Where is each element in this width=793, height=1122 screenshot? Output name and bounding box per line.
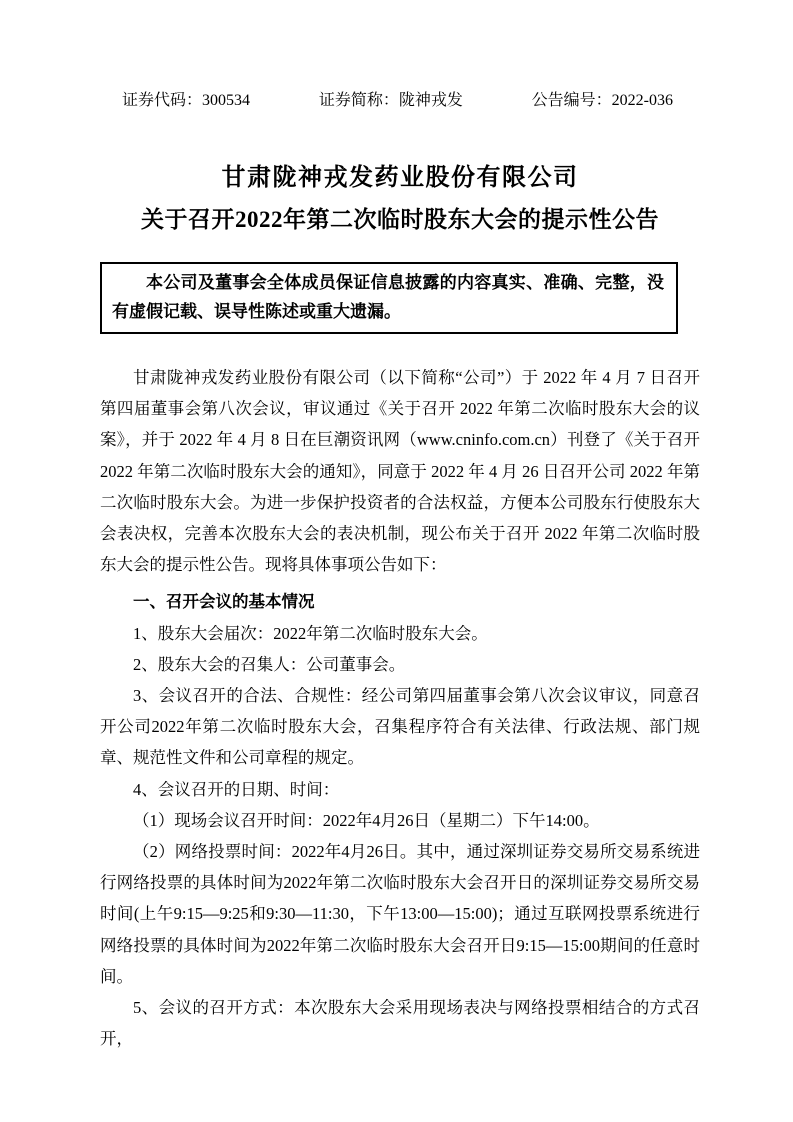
section-item-convener: 2、股东大会的召集人：公司董事会。 <box>133 654 406 674</box>
announcement-title: 关于召开2022年第二次临时股东大会的提示性公告 <box>141 207 659 232</box>
disclaimer-box <box>100 262 678 334</box>
document-body <box>100 362 700 1054</box>
section-item-legality: 3、会议召开的合法、合规性：经公司第四届董事会第八次会议审议，同意召开公司2022年第二次临时股东大会，召集程序符合有关法律、行政法规、部门规章、规范性文件和公司章程的规定。 <box>100 686 700 768</box>
stock-code: 证券代码：300534 <box>122 92 251 109</box>
section-item-onsite-time: （1）现场会议召开时间：2022年4月26日（星期二）下午14:00。 <box>133 810 600 830</box>
section-heading-basic-info: 一、召开会议的基本情况 <box>133 592 315 612</box>
section-item-online-voting-time: （2）网络投票时间：2022年4月26日。其中，通过深圳证券交易所交易系统进行网络投票的具体时间为2022年第二次临时股东大会召开日的深圳证券交易所交易时间(上午9:15—9:25和9:30—11:30，下午13:00—15:00)；通过互联网投票系统进行网络投票的具体时间为2022年第二次临时股东大会召开日9:15—15:00期间的任意时间。 <box>100 842 700 986</box>
announcement-number: 公告编号：2022-036 <box>531 92 673 109</box>
stock-short-name: 证券简称：陇神戎发 <box>318 92 463 109</box>
section-item-meeting-session: 1、股东大会届次：2022年第二次临时股东大会。 <box>133 623 488 643</box>
company-name-title: 甘肃陇神戎发药业股份有限公司 <box>221 165 579 191</box>
disclaimer-text: 本公司及董事会全体成员保证信息披露的内容真实、准确、完整，没有虚假记载、误导性陈述或重大遗漏。 <box>112 273 664 321</box>
section-item-date-time: 4、会议召开的日期、时间： <box>133 779 340 799</box>
document-header <box>100 92 700 110</box>
intro-paragraph: 甘肃陇神戎发药业股份有限公司（以下简称“公司”）于 2022 年 4 月 7 日召开第四届董事会第八次会议，审议通过《关于召开 2022 年第二次临时股东大会的议案》，并于 2022 年 4 月 8 日在巨潮资讯网（www.cninfo.com.cn）刊登了《关于召开 2022 年第二次临时股东大会的通知》，同意于 2022 年 4 月 26 日召开公司 2022 年第二次临时股东大会。为进一步保护投资者的合法权益，方便本公司股东行使股东大会表决权，完善本次股东大会的表决机制，现公布关于召开 2022 年第二次临时股东大会的提示性公告。现将具体事项公告如下： <box>100 368 700 575</box>
section-item-meeting-method: 5、会议的召开方式：本次股东大会采用现场表决与网络投票相结合的方式召开， <box>100 998 700 1049</box>
